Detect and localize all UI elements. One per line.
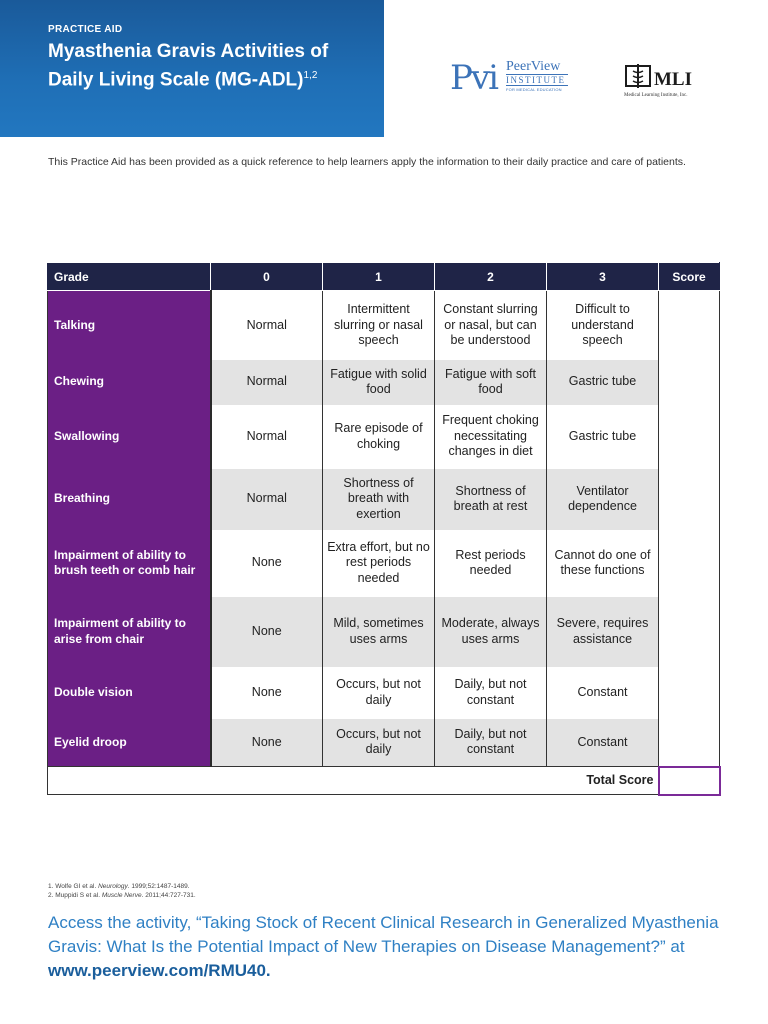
header-banner	[0, 0, 384, 137]
total-score-input[interactable]	[659, 767, 720, 795]
grade-2-cell: Moderate, always uses arms	[435, 597, 547, 667]
grade-0-cell: None	[211, 597, 323, 667]
page-title-text: Myasthenia Gravis Activities of Daily Living Scale (MG-ADL)	[48, 41, 329, 91]
grade-3-cell: Severe, requires assistance	[547, 597, 659, 667]
category-cell: Double vision	[48, 667, 211, 719]
score-input-cell[interactable]	[659, 667, 720, 719]
category-cell: Chewing	[48, 360, 211, 405]
grade-1-cell: Shortness of breath with exertion	[323, 469, 435, 530]
reference-details: . 1999;52:1487-1489.	[127, 883, 190, 890]
grade-3-cell: Constant	[547, 667, 659, 719]
grade-1-cell: Mild, sometimes uses arms	[323, 597, 435, 667]
title-citation: 1,2	[303, 70, 318, 81]
score-input-cell[interactable]	[659, 469, 720, 530]
grade-1-cell: Rare episode of choking	[323, 405, 435, 469]
reference-journal: Muscle Nerve	[101, 892, 142, 899]
grade-2-cell: Shortness of breath at rest	[435, 469, 547, 530]
grade-2-cell: Constant slurring or nasal, but can be understood	[435, 291, 547, 360]
practice-aid-kicker: PRACTICE AID	[48, 24, 123, 35]
access-activity-text	[48, 911, 738, 983]
intro-text: This Practice Aid has been provided as a quick reference to help learners apply the information to their daily practice and care of patients.	[48, 156, 686, 168]
reference-item	[48, 891, 196, 900]
reference-author: 2. Muppidi S et al.	[48, 892, 102, 899]
score-input-cell[interactable]	[659, 291, 720, 360]
score-input-cell[interactable]	[659, 405, 720, 469]
total-score-label: Total Score	[48, 767, 659, 795]
reference-item	[48, 882, 196, 891]
mli-logo	[624, 62, 704, 102]
category-cell: Impairment of ability to arise from chair	[48, 597, 211, 667]
grade-3-cell: Gastric tube	[547, 405, 659, 469]
grade-2-cell: Fatigue with soft food	[435, 360, 547, 405]
mli-name: MLI	[654, 69, 692, 90]
category-cell: Eyelid droop	[48, 719, 211, 767]
table-row	[48, 719, 720, 767]
header-grade-1: 1	[323, 263, 435, 291]
table-header-row	[48, 263, 720, 291]
table-row	[48, 405, 720, 469]
reference-journal: Neurology	[98, 883, 128, 890]
grade-2-cell: Daily, but not constant	[435, 667, 547, 719]
grade-2-cell: Frequent choking necessitating changes in diet	[435, 405, 547, 469]
grade-1-cell: Intermittent slurring or nasal speech	[323, 291, 435, 360]
grade-3-cell: Cannot do one of these functions	[547, 530, 659, 597]
grade-0-cell: None	[211, 667, 323, 719]
header-grade: Grade	[48, 263, 211, 291]
grade-0-cell: Normal	[211, 469, 323, 530]
pvi-mark: Pvi	[450, 58, 497, 98]
references	[48, 882, 196, 900]
header-grade-2: 2	[435, 263, 547, 291]
peerview-logo	[450, 58, 575, 106]
grade-0-cell: None	[211, 719, 323, 767]
grade-0-cell: Normal	[211, 291, 323, 360]
header-grade-0: 0	[211, 263, 323, 291]
reference-details: . 2011;44:727-731.	[141, 892, 196, 899]
table-row	[48, 469, 720, 530]
category-cell: Impairment of ability to brush teeth or comb hair	[48, 530, 211, 597]
page-title	[48, 40, 378, 92]
table-row	[48, 291, 720, 360]
score-input-cell[interactable]	[659, 530, 720, 597]
grade-1-cell: Fatigue with solid food	[323, 360, 435, 405]
grade-1-cell: Occurs, but not daily	[323, 719, 435, 767]
activity-link[interactable]: www.peerview.com/RMU40.	[48, 961, 271, 980]
table-row	[48, 597, 720, 667]
header-score: Score	[659, 263, 720, 291]
peerview-name: PeerView	[506, 59, 561, 74]
grade-3-cell: Difficult to understand speech	[547, 291, 659, 360]
table-row	[48, 360, 720, 405]
grade-0-cell: None	[211, 530, 323, 597]
grade-2-cell: Rest periods needed	[435, 530, 547, 597]
category-cell: Talking	[48, 291, 211, 360]
access-description: Access the activity, “Taking Stock of Recent Clinical Research in Generalized Myasthenia Gravis: What Is the Potential Impact of New Therapies on Disease Management?” at	[48, 913, 719, 956]
grade-3-cell: Ventilator dependence	[547, 469, 659, 530]
score-input-cell[interactable]	[659, 360, 720, 405]
peerview-subtitle: FOR MEDICAL EDUCATION	[506, 87, 562, 92]
score-input-cell[interactable]	[659, 597, 720, 667]
reference-author: 1. Wolfe GI et al.	[48, 883, 99, 890]
grade-1-cell: Occurs, but not daily	[323, 667, 435, 719]
category-cell: Swallowing	[48, 405, 211, 469]
category-cell: Breathing	[48, 469, 211, 530]
grade-3-cell: Gastric tube	[547, 360, 659, 405]
total-row	[48, 767, 720, 795]
score-input-cell[interactable]	[659, 719, 720, 767]
header-grade-3: 3	[547, 263, 659, 291]
grade-0-cell: Normal	[211, 405, 323, 469]
caduceus-icon	[624, 62, 652, 90]
grade-3-cell: Constant	[547, 719, 659, 767]
grade-1-cell: Extra effort, but no rest periods needed	[323, 530, 435, 597]
grade-0-cell: Normal	[211, 360, 323, 405]
grade-2-cell: Daily, but not constant	[435, 719, 547, 767]
mli-subtitle: Medical Learning Institute, Inc.	[624, 93, 688, 98]
mg-adl-table	[47, 262, 721, 796]
table-row	[48, 530, 720, 597]
table-row	[48, 667, 720, 719]
peerview-institute: INSTITUTE	[506, 74, 568, 86]
